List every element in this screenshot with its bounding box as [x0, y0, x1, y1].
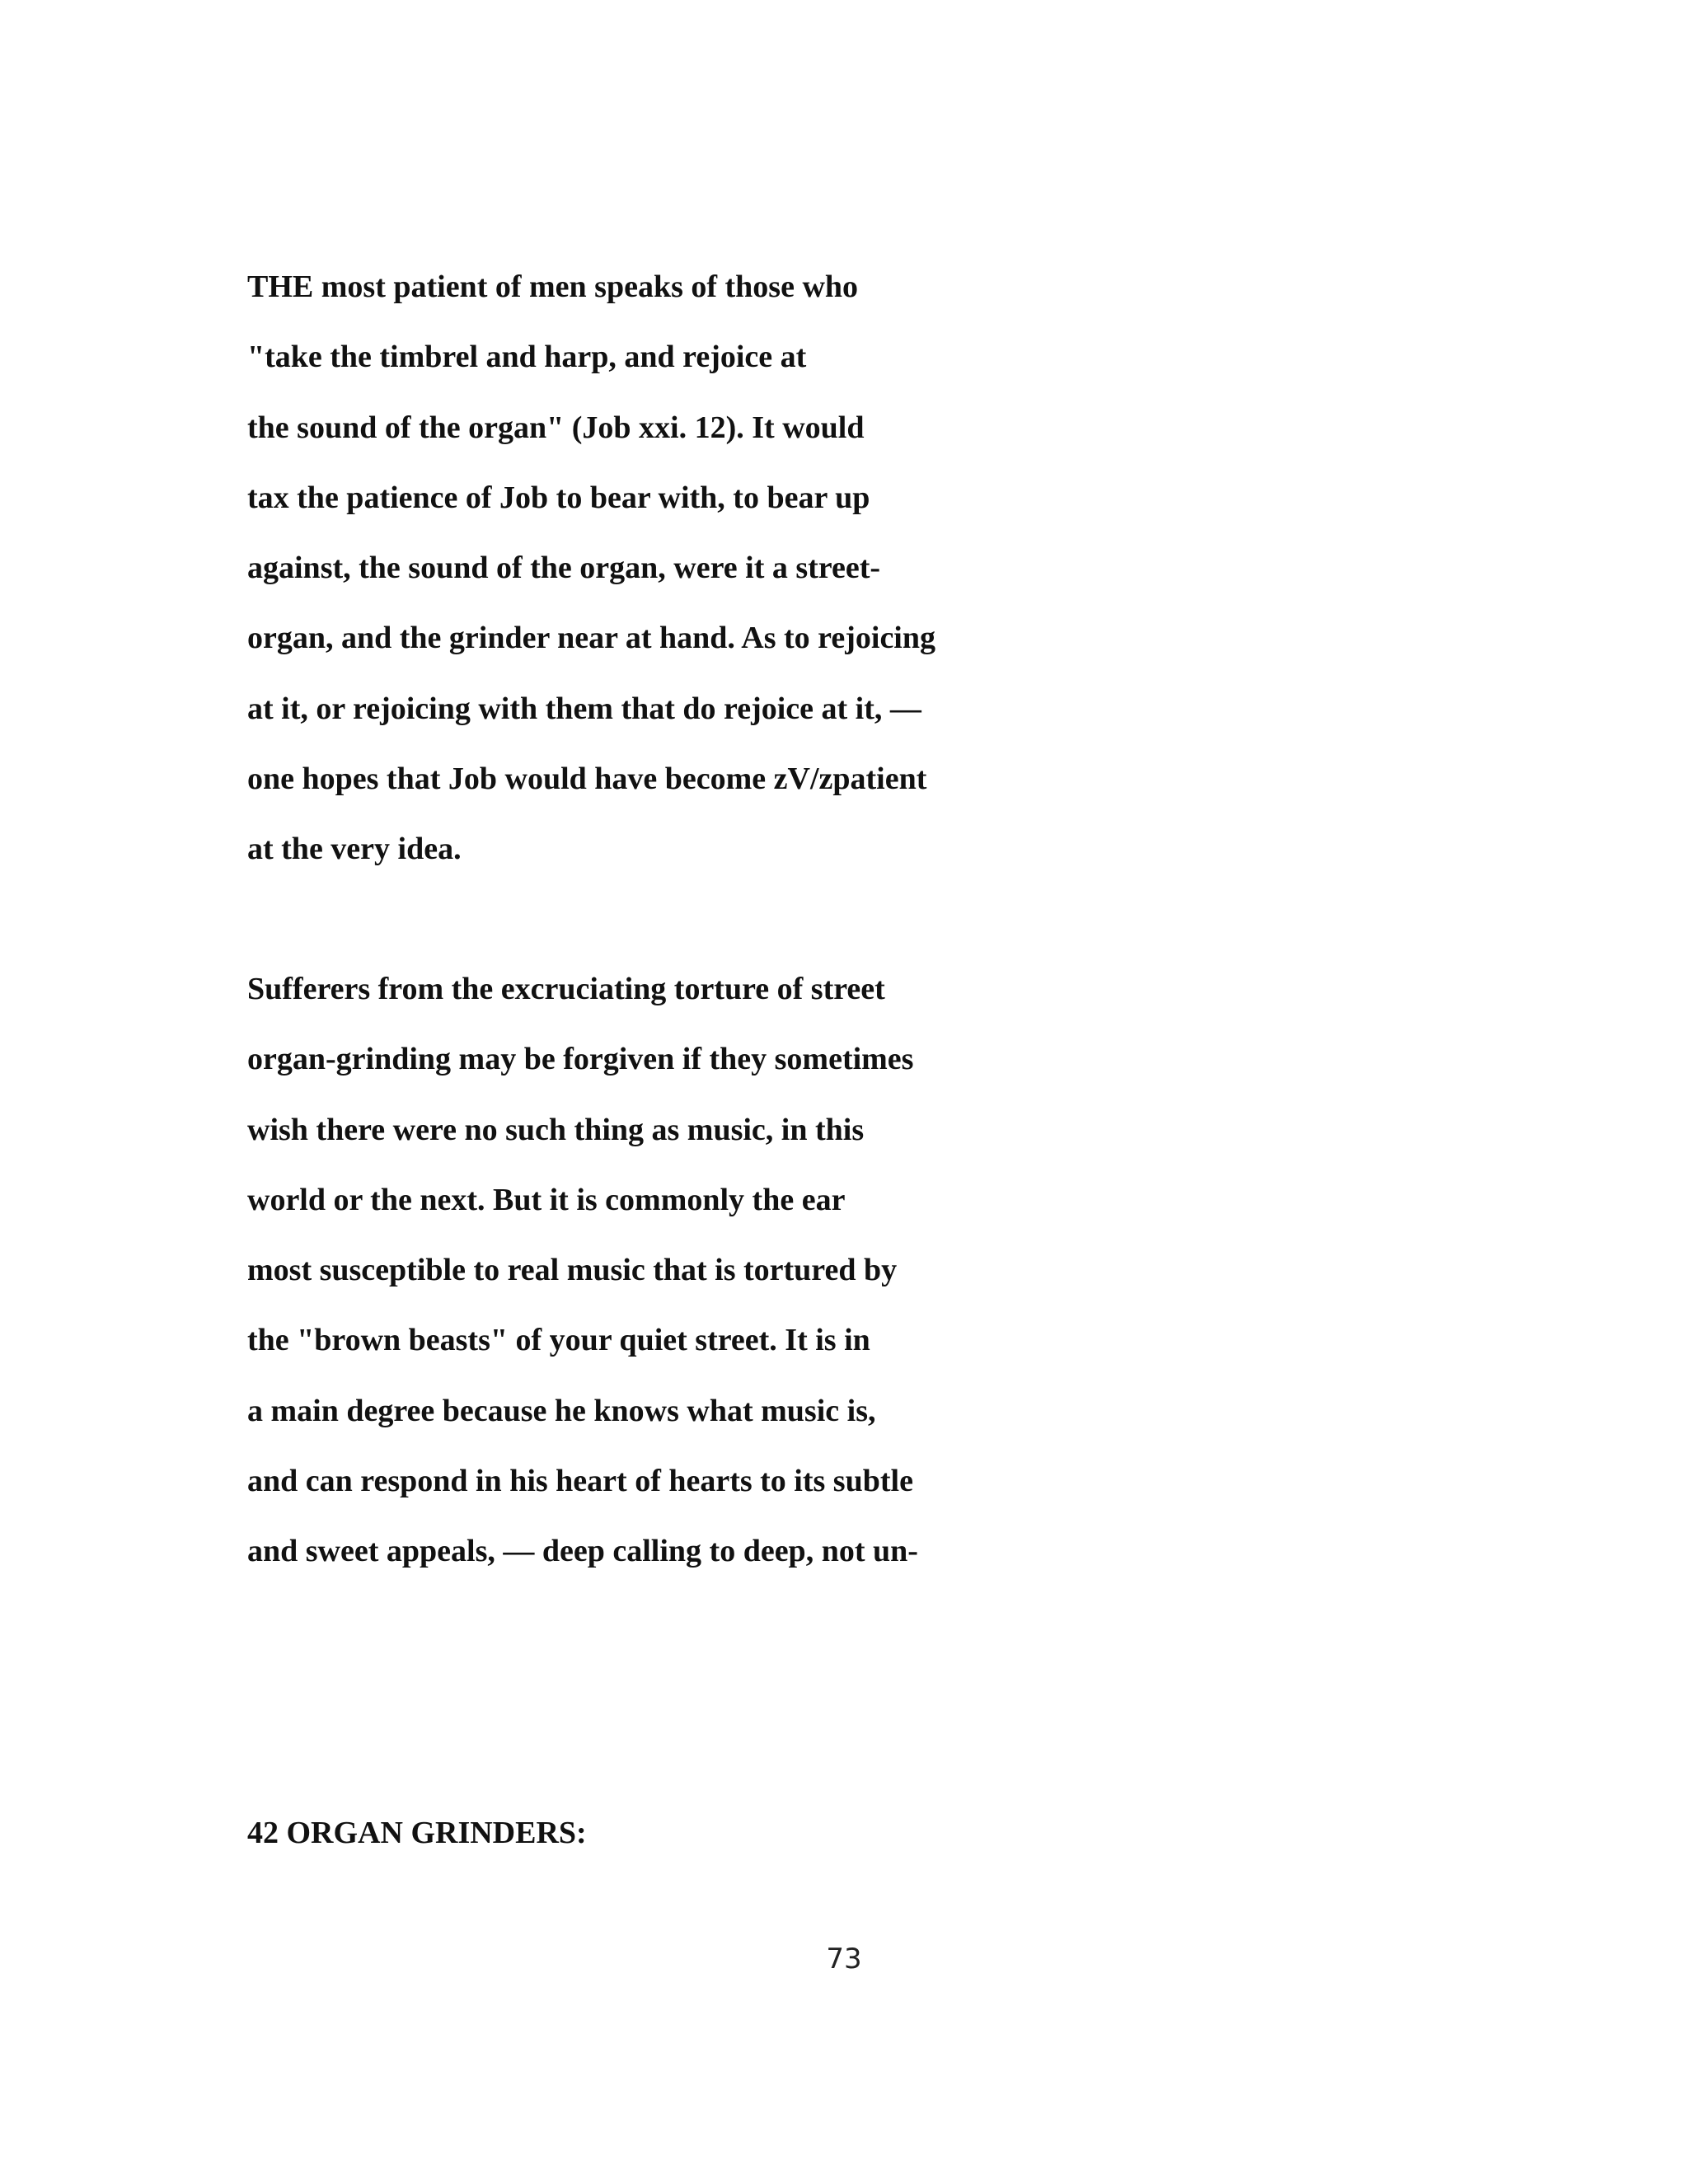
text-line: most susceptible to real music that is tortured by: [247, 1253, 898, 1288]
text-line: the "brown beasts" of your quiet street. It is in: [247, 1323, 870, 1358]
text-line: organ-grinding may be forgiven if they sometimes: [247, 1042, 914, 1077]
text-line: tax the patience of Job to bear with, to bear up: [247, 480, 870, 515]
text-line: and can respond in his heart of hearts to its subtle: [247, 1464, 913, 1499]
paragraph-1: [247, 252, 935, 885]
text-line: at the very idea.: [247, 832, 462, 867]
text-line: a main degree because he knows what music is,: [247, 1393, 876, 1428]
paragraph-2: [247, 954, 918, 1587]
text-line: "take the timbrel and harp, and rejoice at: [247, 340, 807, 375]
page-number: 73: [826, 1943, 862, 1975]
text-line: organ, and the grinder near at hand. As to rejoicing: [247, 621, 935, 656]
text-line: the sound of the organ" (Job xxi. 12). It would: [247, 410, 865, 445]
text-line: THE most patient of men speaks of those who: [247, 269, 859, 304]
text-line: against, the sound of the organ, were it a street-: [247, 551, 881, 586]
text-line: world or the next. But it is commonly the ear: [247, 1182, 846, 1217]
text-line: wish there were no such thing as music, in this: [247, 1112, 865, 1147]
text-line: one hopes that Job would have become zV/zpatient: [247, 762, 927, 797]
text-line: Sufferers from the excruciating torture of street: [247, 972, 885, 1006]
running-header: 42 ORGAN GRINDERS:: [247, 1816, 587, 1850]
text-line: at it, or rejoicing with them that do rejoice at it, —: [247, 691, 921, 726]
text-line: and sweet appeals, — deep calling to deep, not un-: [247, 1534, 918, 1569]
